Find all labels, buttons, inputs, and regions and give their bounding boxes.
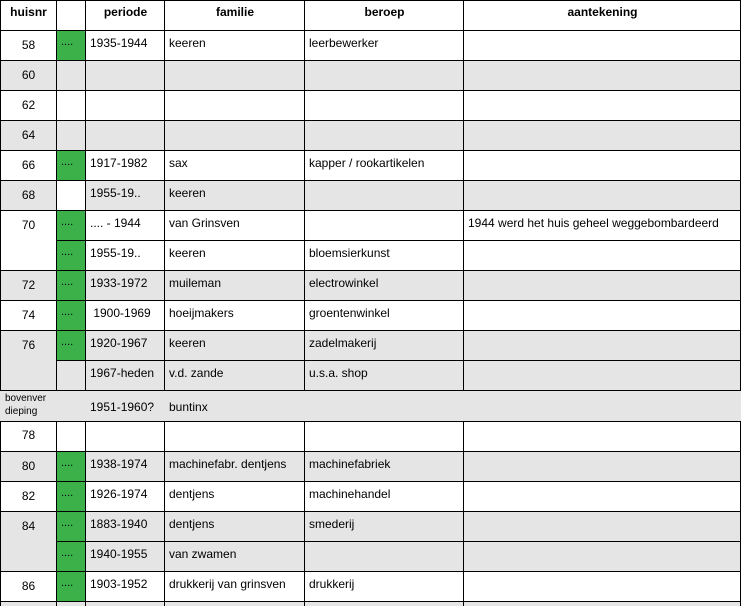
table-row: [0, 91, 741, 121]
periode-cell: 1955-19..: [90, 186, 141, 200]
marker-green: ....: [57, 211, 86, 241]
huisnr-cell: 74: [21, 308, 36, 322]
familie-cell: dentjens: [169, 487, 215, 501]
huisnr-cell: 78: [21, 428, 36, 442]
table-header: [0, 0, 741, 30]
table-row: [0, 31, 741, 61]
familie-cell: van zwamen: [169, 547, 237, 561]
beroep-cell: zadelmakerij: [309, 336, 377, 350]
table-row: [0, 482, 741, 512]
table-row: [0, 452, 741, 482]
marker-green: ....: [57, 301, 86, 331]
periode-cell: 1938-1974: [90, 457, 148, 471]
header-huisnr: huisnr: [10, 5, 47, 19]
marker-green: ....: [57, 31, 86, 61]
bovenverdieping-label: bovenver dieping: [5, 393, 47, 417]
table-row: [0, 542, 741, 572]
table-row: [0, 241, 741, 271]
table-row: [0, 211, 741, 241]
marker-green: ....: [57, 241, 86, 271]
huisnr-cell: 84: [21, 519, 36, 533]
header-periode: periode: [103, 5, 148, 19]
marker-green: ....: [57, 542, 86, 572]
beroep-cell: machinehandel: [309, 487, 391, 501]
table-row: [0, 301, 741, 331]
familie-cell: keeren: [169, 186, 206, 200]
marker-green: ....: [57, 572, 86, 602]
table-row: [0, 181, 741, 211]
huisnr-cell: 76: [21, 338, 36, 352]
table-row: [0, 331, 741, 361]
header-familie: familie: [215, 5, 254, 19]
table-row: [0, 61, 741, 91]
familie-cell: buntinx: [169, 400, 208, 414]
familie-cell: machinefabr. dentjens: [169, 457, 287, 471]
periode-cell: 1917-1982: [90, 156, 148, 170]
familie-cell: keeren: [169, 246, 206, 260]
periode-cell: 1940-1955: [90, 547, 148, 561]
huisnr-cell: 58: [21, 38, 36, 52]
table-row: [0, 421, 741, 452]
huisnr-cell: 72: [21, 278, 36, 292]
header-aantekening: aantekening: [567, 5, 638, 19]
huisnr-cell: 70: [21, 218, 36, 232]
huisnr-cell: 60: [21, 68, 36, 82]
familie-cell: keeren: [169, 36, 206, 50]
table-row: [0, 512, 741, 542]
marker-green: ....: [57, 482, 86, 512]
huisnr-cell: 82: [21, 489, 36, 503]
familie-cell: keeren: [169, 336, 206, 350]
beroep-cell: smederij: [309, 517, 355, 531]
huisnr-cell: 64: [21, 128, 36, 142]
table-row: [0, 391, 741, 421]
marker-green: ....: [57, 512, 86, 542]
table-row: [0, 572, 741, 602]
familie-cell: sax: [169, 156, 188, 170]
familie-cell: van Grinsven: [169, 216, 240, 230]
beroep-cell: bloemsierkunst: [309, 246, 390, 260]
periode-cell: 1903-1952: [90, 577, 148, 591]
header-beroep: beroep: [364, 5, 405, 19]
beroep-cell: leerbewerker: [309, 36, 379, 50]
table-row: [0, 602, 741, 606]
beroep-cell: drukkerij: [309, 577, 355, 591]
table-row: [0, 151, 741, 181]
periode-cell: 1955-19..: [90, 246, 141, 260]
table-row: [0, 361, 741, 391]
marker-green: ....: [57, 271, 86, 301]
beroep-cell: kapper / rookartikelen: [309, 156, 425, 170]
huisnr-cell: 86: [21, 579, 36, 593]
periode-cell: .... - 1944: [90, 216, 141, 230]
marker-green: ....: [57, 331, 86, 361]
beroep-cell: electrowinkel: [309, 276, 379, 290]
marker-green: ....: [57, 151, 86, 181]
periode-cell: 1933-1972: [90, 276, 148, 290]
beroep-cell: u.s.a. shop: [309, 366, 368, 380]
familie-cell: dentjens: [169, 517, 215, 531]
huisnr-cell: 66: [21, 158, 36, 172]
huisnr-cell: 80: [21, 459, 36, 473]
familie-cell: drukkerij van grinsven: [169, 577, 286, 591]
periode-cell: 1900-1969: [90, 306, 151, 320]
familie-cell: v.d. zande: [169, 366, 224, 380]
beroep-cell: groentenwinkel: [309, 306, 390, 320]
table-row: [0, 121, 741, 151]
familie-cell: muileman: [169, 276, 222, 290]
periode-cell: 1883-1940: [90, 517, 148, 531]
periode-cell: 1951-1960?: [90, 400, 155, 414]
table-row: [0, 271, 741, 301]
periode-cell: 1967-heden: [90, 366, 155, 380]
huisnr-cell: 68: [21, 188, 36, 202]
periode-cell: 1926-1974: [90, 487, 148, 501]
marker-green: ....: [57, 452, 86, 482]
periode-cell: 1935-1944: [90, 36, 148, 50]
aantekening-cell: 1944 werd het huis geheel weggebombardeerd: [468, 216, 719, 230]
familie-cell: hoeijmakers: [169, 306, 234, 320]
periode-cell: 1920-1967: [90, 336, 148, 350]
huisnr-cell: 62: [21, 98, 36, 112]
beroep-cell: machinefabriek: [309, 457, 391, 471]
